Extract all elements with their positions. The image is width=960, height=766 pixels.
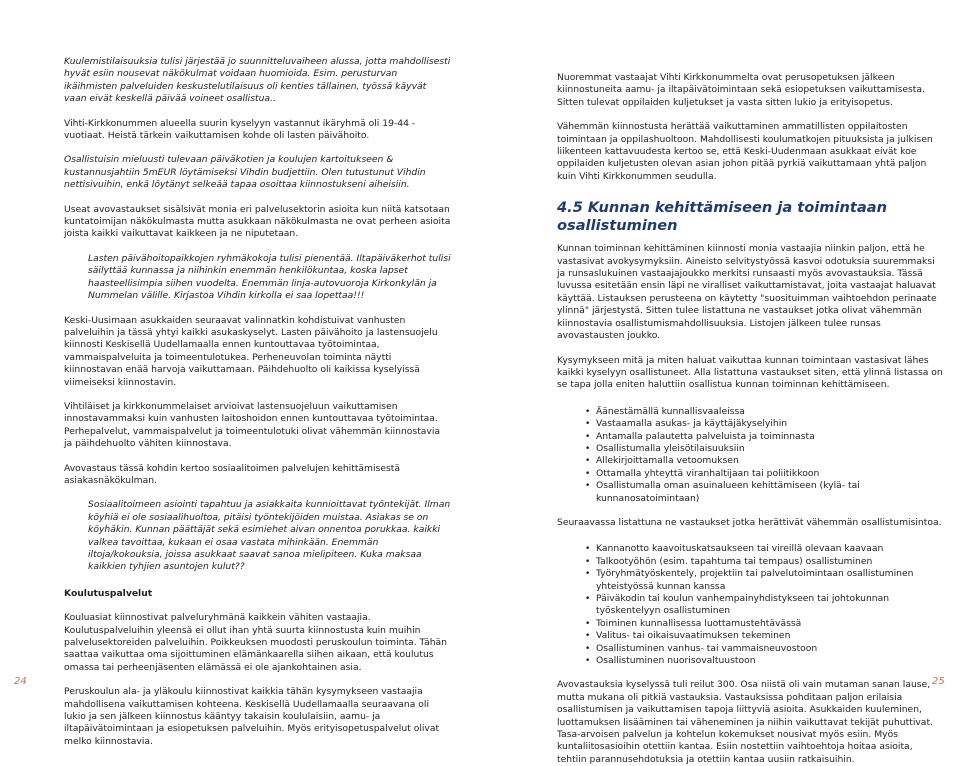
list-item: • Osallistuminen vanhus- tai vammaisneuvostoon xyxy=(585,643,945,655)
list-item: • Kannanotto kaavoituskatsaukseen tai vireillä olevaan kaavaan xyxy=(585,543,945,555)
left-column xyxy=(64,56,451,748)
paragraph: Keski-Uusimaan asukkaiden seuraavat valinnatkin kohdistuivat vanhusten palveluihin ja tässä yhtyi kaikki asukaskyselyt. Lasten päivähoito ja lastensuojelu kiinnosti Keskisellä Uudellamaalla ennen kuntouttavaa työtoimintaa, vammaispalveluita ja toimeentulotukea. Perheneuvolan toiminta näytti kiinnostavan enää harvoja vaikuttamaan. Päihdehuolto oli kaikissa kyselyissä viimeiseksi kiinnostavin. xyxy=(64,314,438,388)
paragraph: Avovastaus tässä kohdin kertoo sosiaalitoimen palvelujen kehittämisestä asiakasnäkökulman. xyxy=(64,462,401,486)
list-item: • Talkootyöhön (esim. tapahtuma tai tempaus) osallistuminen xyxy=(585,556,945,568)
paragraph: Vähemmän kiinnostusta herättää vaikuttaminen ammatillisten oppilaitosten toimintaan ja oppilashuoltoon. Mahdollisesti koulumatkojen pituuksista ja julkisen liikenteen kattavuudesta kertoo se, että Keski-Uudenmaan asukkaat eivät koe oppilaiden kuljetusten olevan asian johon pitää pyrkiä vaikuttamaan yhtä paljon kuin Vihti Kirkkonummen seudulla. xyxy=(557,121,933,182)
list-item: • Työryhmätyöskentely, projektiin tai palvelutoimintaan osallistuminen yhteistyössä kunnan kanssa xyxy=(585,568,945,593)
list-item: • Äänestämällä kunnallisvaaleissa xyxy=(585,406,945,418)
page-number-left: 24 xyxy=(14,676,27,687)
page-number-right: 25 xyxy=(932,676,945,687)
list-item: • Allekirjoittamalla vetoomuksen xyxy=(585,455,945,467)
list-item: • Ottamalla yhteyttä viranhaltijaan tai poliitikkoon xyxy=(585,468,945,480)
right-column xyxy=(557,72,945,766)
paragraph: Avovastauksia kyselyssä tuli reilut 300. Osa niistä oli vain mutaman sanan lause, mutta mukana oli pitkiä vastauksia. Vastauksissa pohditaan paljon erilaisia osallistumisen ja vaikuttamisen tapoja liittyviä asioita. Asukkaiden kuuleminen, luottamuksen lisääminen tai väheneminen ja niihin vaikuttavat tekijät puhuttivat. Tasa-arvoisen palvelun ja kohtelun kokemukset nousivat myös esiin. Myös kuntaliitosasioihin otettiin kantaa. Esiin nostettiin vaihtoehtoja hoitaa asioita, tehtiin parannusehdotuksia ja otettiin kantaa uusiin ratkaisuihin. xyxy=(557,679,933,765)
intro-quote: Kuulemistilaisuuksia tulisi järjestää jo suunnitteluvaiheen alussa, jotta mahdollisesti hyvät esiin nousevat näkökulmat voidaan huomioida. Esim. perusturvan ikäihmisten palveluiden keskustelutilaisuus oli kenties tällainen, työssä käyvät vaan eivät keskellä päivää voineet osallistua.. xyxy=(64,56,451,105)
paragraph: Vihtiläiset ja kirkkonummelaiset arvioivat lastensuojeluun vaikuttamisen innostavammaksi kuin vanhusten laitoshoidon ennen kuntouttavaa työtoimintaa. Perhepalvelut, vammaispalvelut ja toimeentulotuki olivat vähemmän kiinnostavia ja päihdehuolto vähiten kiinnostava. xyxy=(64,400,441,450)
paragraph: Kouluasiat kiinnostivat palveluryhmänä kaikkein vähiten vastaajia. Koulutuspalveluihin yleensä ei ollut ihan yhtä suurta kiinnostusta kuin muihin palvelusektoreiden palveluihin. Poikkeuksen muodosti peruskoulun toiminta. Tähän saattaa vaikuttaa oma sijoittuminen elämänkaarella siihen aikaan, että koulutus omassa tai perheenjäsenten elämässä ei ole ajankohtainen asia. xyxy=(64,612,447,673)
chapter-heading: 4.5 Kunnan kehittämiseen ja toimintaan osallistuminen xyxy=(557,199,887,235)
bullet-list-less-preferred xyxy=(585,543,945,667)
paragraph: Kunnan toiminnan kehittäminen kiinnosti monia vastaajia niinkin paljon, että he vastasivat avokysymyksiin. Aineisto selvitystyössä kasvoi odotuksia suuremmaksi ja runsaslukuinen vastaajajoukko merkitsi runsaasti myös avovastauksia. Tässä luvussa esitetään ensin läpi ne viralliset vaikuttamistavat, joita vastaajat haluavat käyttää. Listauksen perusteena on käytetty "suosituimman vaihtoehdon perinaate ylinnä" järjestystä. Sitten tulee listattuna ne vastaukset jotka olivat vähemmän kiinnostavia osallistumismahdollisuuksia. Listojen jälkeen tulee runsas avovastausten joukko. xyxy=(557,243,937,342)
list-item: • Valitus- tai oikaisuvaatimuksen tekeminen xyxy=(585,630,945,642)
section-heading: Koulutuspalvelut xyxy=(64,587,153,599)
list-item: • Osallistumalla yleisötilaisuuksiin xyxy=(585,443,945,455)
quote: Lasten päivähoitopaikkojen ryhmäkokoja tulisi pienentää. Iltapäiväkerhot tulisi säilyttää kunnassa ja niihinkin enemmän henkilökuntaa, koska lapset haasteellisimpia siihen vuodelta. Enemmän linja-autovuoroja Kirkonkylän ja Nummelan välille. Kirjastoa Vihdin kirkolla ei saa lopettaa!!! xyxy=(88,252,451,302)
list-item: • Toiminen kunnallisessa luottamustehtävässä xyxy=(585,618,945,630)
paragraph: Useat avovastaukset sisälsivät monia eri palvelusektorin asioita kun niitä katsotaan kuntatoimijan näkökulmasta mutta asukkaan näkökulmasta ne ovat perheen asioita joista kaikki vaikuttavat kaikkeen ja ne niputetaan. xyxy=(64,203,451,240)
list-item: • Osallistuminen nuorisovaltuustoon xyxy=(585,655,945,667)
list-item: • Päiväkodin tai koulun vanhempainyhdistykseen tai johtokunnan työskentelyyn osallistuminen xyxy=(585,593,945,618)
list-item: • Osallistumalla oman asuinalueen kehittämiseen (kylä- tai kunnanosatoimintaan) xyxy=(585,480,945,505)
quote: Osallistuisin mieluusti tulevaan päiväkotien ja koulujen kartoitukseen & kustannusjahtiin 5mEUR löytämiseksi Vihdin budjettiin. Olen tutustunut Vihdin nettisivuihin, enkä löytänyt selkeää tapaa osoittaa kiinnostukseni aiheisiin. xyxy=(64,154,426,191)
paragraph: Seuraavassa listattuna ne vastaukset jotka herättivät vähemmän osallistumisintoa. xyxy=(557,516,942,528)
paragraph: Peruskoulun ala- ja yläkoulu kiinnostivat kaikkia tähän kysymykseen vastaajia mahdollisena vaikuttamisen kohteena. Keskisellä Uudellamaalla seuraavana oli lukio ja sen jälkeen kiinnostus kääntyy takaisin koululaisiin, aamu- ja iltapäivätoimintaan ja esiopetuksen palveluihin. Myös erityisopetuspalvelut olivat melko kiinnostavia. xyxy=(64,686,440,747)
paragraph: Nuoremmat vastaajat Vihti Kirkkonummelta ovat perusopetuksen jälkeen kiinnostuneita aamu- ja iltapäivätoimintaan sekä esiopetuksen vaikuttamisesta. Sitten tulevat oppilaiden kuljetukset ja vasta sitten lukio ja erityisopetus. xyxy=(557,72,925,108)
paragraph: Vihti-Kirkkonummen alueella suurin kyselyyn vastannut ikäryhmä oli 19-44 -vuotiaat. Heistä tärkein vaikuttamisen kohde oli lasten päivähoito. xyxy=(64,117,416,142)
list-item: • Antamalla palautetta palveluista ja toiminnasta xyxy=(585,431,945,443)
quote: Sosiaalitoimeen asiointi tapahtuu ja asiakkaita kunnioittavat työntekijät. Ilman köyhiä ei ole sosiaalihuoltoa, pitäisi työntekijöiden muistaa. Asiakas se on köyhäkin. Kunnan päättäjät sekä esimiehet aivan onnentoa porukkaa. kaikki valkea tavoittaa, kukaan ei osaa vastata mihinkään. Enemmän iltoja/kokouksia, joissa asukkaat saavat sanoa mielipiteen. Kuka maksaa kaikkien tyhjien asuntojen kulut?? xyxy=(88,499,451,573)
bullet-list-preferred xyxy=(585,406,945,505)
list-item: • Vastaamalla asukas- ja käyttäjäkyselyihin xyxy=(585,418,945,430)
paragraph: Kysymykseen mitä ja miten haluat vaikuttaa kunnan toimintaan vastasivat lähes kaikki kyselyyn osallistuneet. Alla listattuna vastaukset siten, että ylinnä listassa on se tapa jolla eniten haluttiin osallistua kunnan toiminnan kehittämiseen. xyxy=(557,354,943,391)
